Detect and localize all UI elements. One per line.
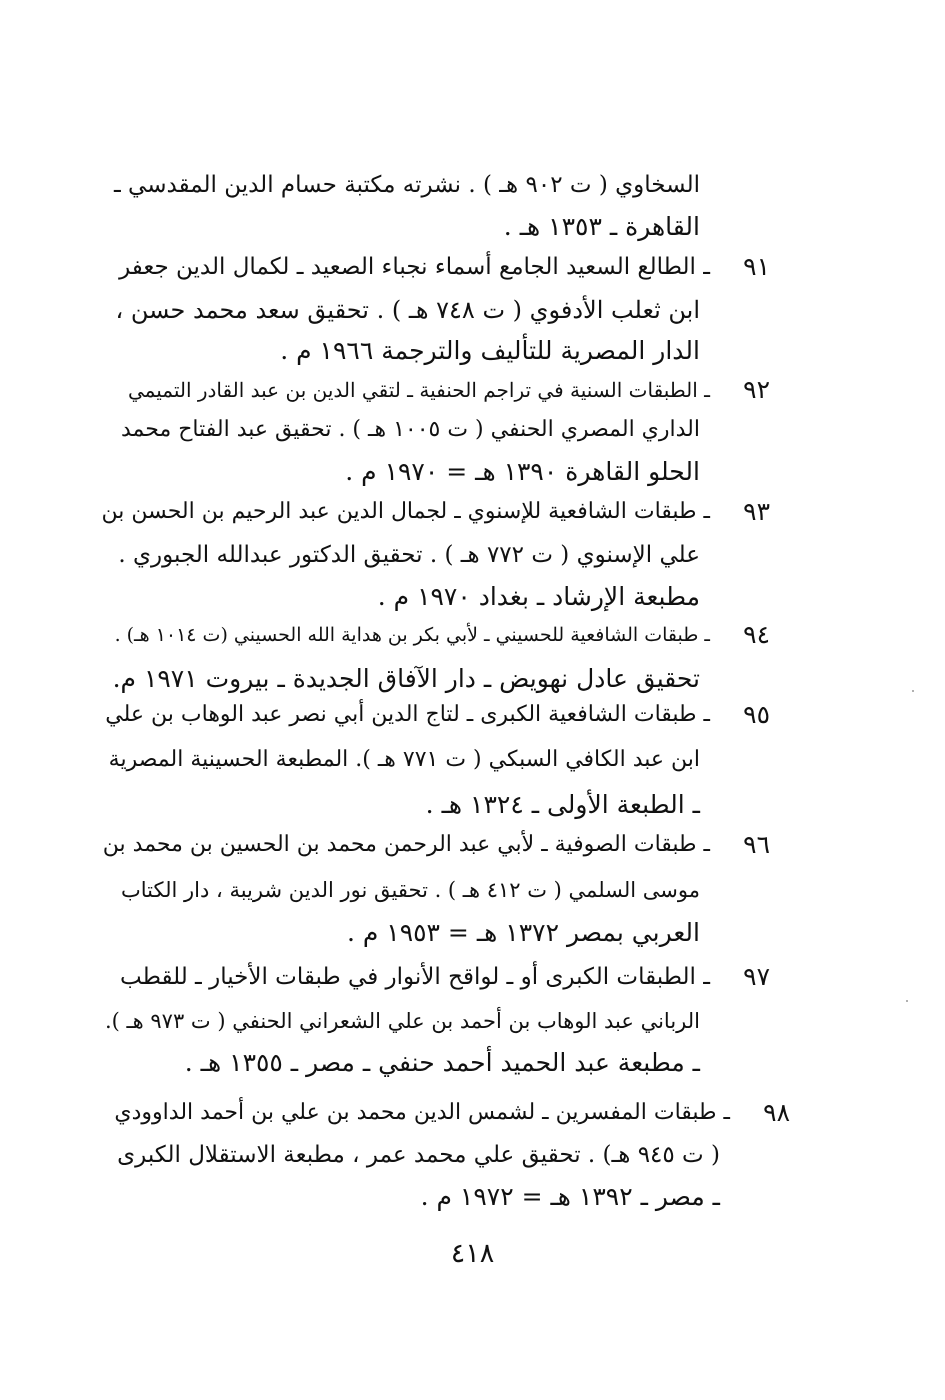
entry-line: ـ طبقات المفسرين ـ لشمس الدين محمد بن علي بن أحمد الداوودي (114, 1100, 730, 1125)
entry-number: ٩٣ (743, 497, 770, 526)
entry-number: ٩٢ (743, 375, 770, 404)
entry-91 (100, 252, 770, 372)
entry-number: ٩٨ (763, 1098, 790, 1127)
entry-number: ٩٦ (743, 830, 770, 859)
entry-line: علي الإسنوي ( ت ٧٧٢ هـ ) . تحقيق الدكتور عبدالله الجبوري . (118, 542, 700, 568)
entry-92 (100, 375, 770, 495)
entry-line: ـ الطبعة الأولى ـ ١٣٢٤ هـ . (425, 790, 700, 819)
entry-continuation (100, 170, 700, 250)
entry-95 (100, 700, 770, 820)
entry-line: ـ طبقات الشافعية الكبرى ـ لتاج الدين أبي نصر عبد الوهاب بن علي (105, 702, 710, 727)
entry-line: تحقيق عادل نهويض ـ دار الآفاق الجديدة ـ بيروت ١٩٧١ م. (112, 664, 700, 693)
paper-speck (906, 1000, 908, 1002)
page-number: ٤١٨ (450, 1238, 495, 1269)
entry-line: ـ مصر ـ ١٣٩٢ هـ = ١٩٧٢ م . (420, 1182, 720, 1211)
paper-speck (912, 690, 914, 692)
entry-line: ـ طبقات الشافعية للحسيني ـ لأبي بكر بن هداية الله الحسيني (ت ١٠١٤ هـ) . (114, 624, 710, 646)
entry-97 (100, 962, 770, 1082)
entry-line: الرباني عبد الوهاب بن أحمد بن علي الشعراني الحنفي ( ت ٩٧٣ هـ ). (104, 1009, 700, 1033)
entry-98 (100, 1098, 790, 1218)
entry-line: الحلو القاهرة ١٣٩٠ هـ = ١٩٧٠ م . (345, 457, 700, 486)
entry-line: ابن ثعلب الأدفوي ( ت ٧٤٨ هـ ) . تحقيق سعد محمد حسن ، (115, 296, 700, 324)
entry-line: السخاوي ( ت ٩٠٢ هـ ) . نشرته مكتبة حسام الدين المقدسي ـ (114, 172, 700, 198)
entry-line: ـ طبقات الشافعية للإسنوي ـ لجمال الدين عبد الرحيم بن الحسن بن (101, 499, 710, 524)
entry-line: مطبعة الإرشاد ـ بغداد ١٩٧٠ م . (377, 582, 700, 611)
entry-line: العربي بمصر ١٣٧٢ هـ = ١٩٥٣ م . (346, 918, 700, 947)
entry-number: ٩٤ (743, 620, 770, 649)
entry-line: ـ الطالع السعيد الجامع أسماء نجباء الصعيد ـ لكمال الدين جعفر (119, 254, 710, 280)
entry-line: القاهرة ـ ١٣٥٣ هـ . (503, 212, 700, 241)
entry-line: ـ مطبعة عبد الحميد أحمد حنفي ـ مصر ـ ١٣٥٥ هـ . (184, 1048, 700, 1077)
entry-96 (100, 830, 770, 950)
entry-number: ٩٧ (743, 962, 770, 991)
entry-line: ابن عبد الكافي السبكي ( ت ٧٧١ هـ ). المطبعة الحسينية المصرية (108, 747, 700, 772)
entry-line: ـ طبقات الصوفية ـ لأبي عبد الرحمن محمد بن الحسين بن محمد بن (102, 832, 710, 857)
entry-93 (100, 497, 770, 617)
entry-number: ٩١ (743, 252, 770, 281)
entry-94 (100, 620, 770, 700)
entry-line: الدار المصرية للتأليف والترجمة ١٩٦٦ م . (280, 336, 700, 365)
entry-line: ـ الطبقات السنية في تراجم الحنفية ـ لتقي الدين بن عبد القادر التميمي (127, 378, 710, 402)
entry-line: ( ت ٩٤٥ هـ) . تحقيق علي محمد عمر ، مطبعة الاستقلال الكبرى (117, 1142, 720, 1168)
entry-number: ٩٥ (743, 700, 770, 729)
entry-line: الداري المصري الحنفي ( ت ١٠٠٥ هـ ) . تحقيق عبد الفتاح محمد (120, 417, 700, 442)
entry-line: ـ الطبقات الكبرى أو ـ لواقح الأنوار في طبقات الأخيار ـ للقطب (120, 964, 710, 990)
entry-line: موسى السلمي ( ت ٤١٢ هـ ) . تحقيق نور الدين شريبة ، دار الكتاب (121, 878, 700, 902)
